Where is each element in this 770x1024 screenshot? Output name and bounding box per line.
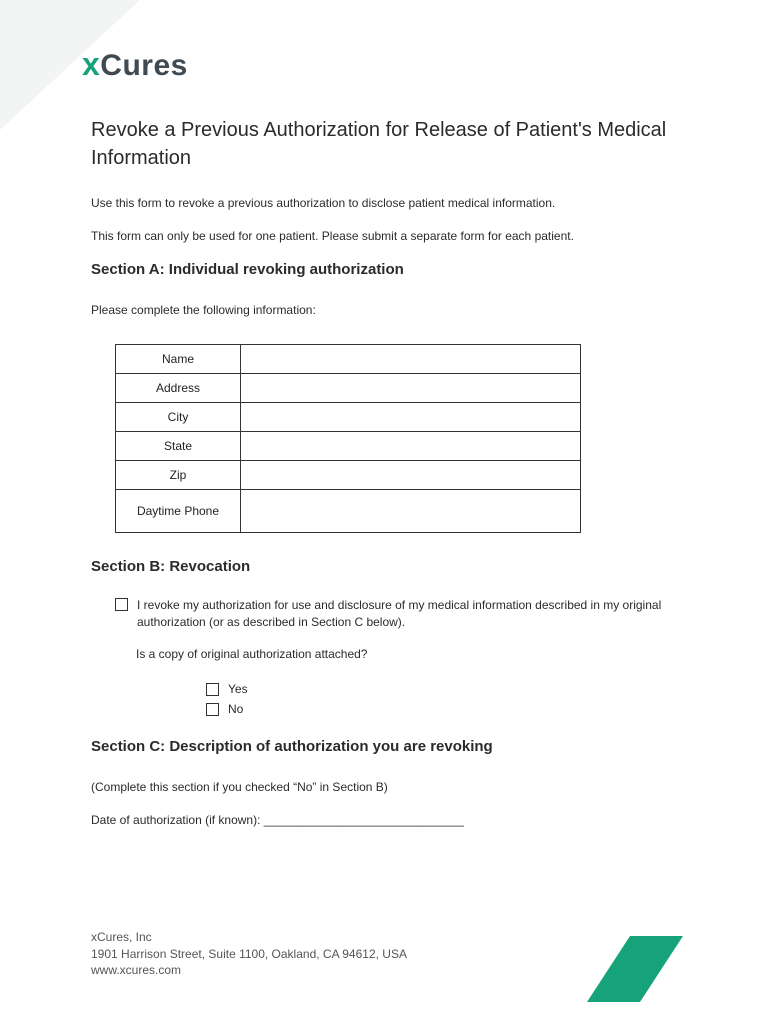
section-b-heading: Section B: Revocation	[91, 558, 251, 575]
yes-checkbox[interactable]	[206, 683, 219, 696]
daytime-phone-field[interactable]	[241, 490, 581, 533]
attachment-question: Is a copy of original authorization attached?	[136, 647, 368, 661]
page-title: Revoke a Previous Authorization for Release of Patient's Medical Information	[91, 119, 667, 169]
state-label: State	[116, 432, 241, 461]
no-checkbox[interactable]	[206, 703, 219, 716]
revoke-checkbox[interactable]	[115, 598, 128, 611]
intro-line-1: Use this form to revoke a previous authorization to disclose patient medical information.	[91, 196, 556, 210]
xcures-logo: xCures	[82, 46, 188, 82]
option-no	[206, 702, 243, 716]
intro-line-2: This form can only be used for one patient. Please submit a separate form for each patient.	[91, 229, 574, 243]
date-of-authorization[interactable]: Date of authorization (if known): ______________________________	[91, 813, 464, 827]
section-c-heading: Section C: Description of authorization you are revoking	[91, 738, 493, 755]
zip-label: Zip	[116, 461, 241, 490]
yes-label: Yes	[228, 682, 248, 696]
table-row	[116, 461, 581, 490]
revoke-text: I revoke my authorization for use and disclosure of my medical information described in my original authorization (or as described in Section C below).	[137, 598, 662, 629]
footer	[91, 929, 407, 979]
address-label: Address	[116, 374, 241, 403]
footer-website: www.xcures.com	[91, 963, 182, 977]
zip-field[interactable]	[241, 461, 581, 490]
name-label: Name	[116, 345, 241, 374]
footer-address: 1901 Harrison Street, Suite 1100, Oakland, CA 94612, USA	[91, 946, 407, 961]
section-c-note: (Complete this section if you checked “No” in Section B)	[91, 780, 388, 794]
city-label: City	[116, 403, 241, 432]
daytime-phone-label: Daytime Phone	[116, 490, 241, 533]
patient-info-table	[115, 344, 581, 533]
section-a-instruction: Please complete the following information:	[91, 303, 316, 317]
table-row	[116, 403, 581, 432]
address-field[interactable]	[241, 374, 581, 403]
state-field[interactable]	[241, 432, 581, 461]
table-row	[116, 345, 581, 374]
name-field[interactable]	[241, 345, 581, 374]
footer-company: xCures, Inc	[91, 930, 152, 944]
table-row	[116, 490, 581, 533]
city-field[interactable]	[241, 403, 581, 432]
revoke-row	[115, 597, 675, 631]
table-row	[116, 374, 581, 403]
no-label: No	[228, 702, 244, 716]
section-a-heading: Section A: Individual revoking authorization	[91, 261, 404, 278]
table-row	[116, 432, 581, 461]
brand-stripe-icon	[585, 936, 685, 1002]
option-yes	[206, 682, 248, 696]
